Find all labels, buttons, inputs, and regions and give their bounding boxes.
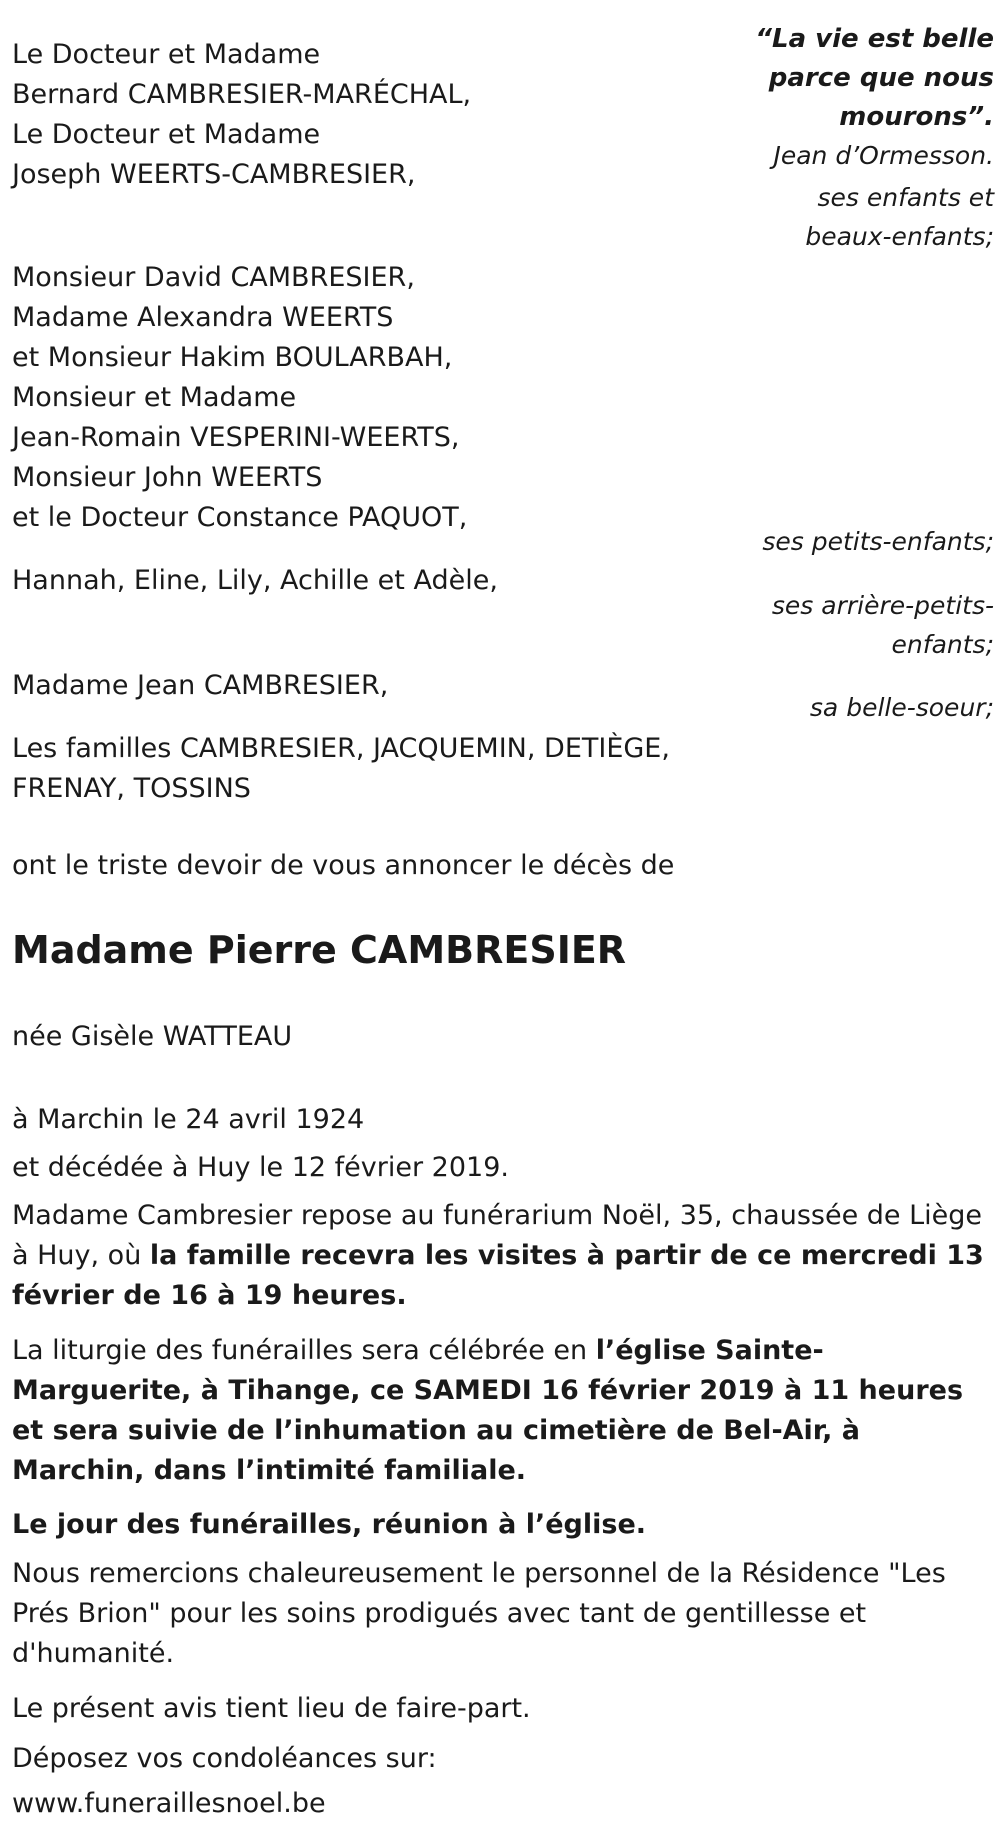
family-line: Joseph WEERTS-CAMBRESIER, — [12, 159, 416, 190]
birth-info: à Marchin le 24 avril 1924 — [12, 1104, 365, 1135]
relation-label: ses petits-enfants; — [762, 527, 994, 556]
quote-line-2: parce que nous — [768, 63, 994, 93]
family-line: Jean-Romain VESPERINI-WEERTS, — [12, 422, 460, 453]
relation-label: beaux-enfants; — [805, 222, 994, 251]
relation-label: ses arrière-petits- — [771, 591, 994, 620]
family-line: Monsieur John WEERTS — [12, 462, 323, 493]
meeting-paragraph — [12, 1505, 997, 1545]
thanks-paragraph: Nous remercions chaleureusement le personnel de la Résidence "Les Prés Brion" pour les soins prodigués avec tant de gentillesse et d'humanité. — [12, 1558, 946, 1669]
liturgy-bold-text: l’église Sainte-Marguerite, à Tihange, ce SAMEDI 16 février 2019 à 11 heures et sera suivie de l’inhumation au cimetière de Bel-Air, à Marchin, dans l’intimité familiale. — [12, 1335, 964, 1486]
family-line: et Monsieur Hakim BOULARBAH, — [12, 342, 453, 373]
family-line: Le Docteur et Madame — [12, 119, 321, 150]
visits-paragraph — [12, 1196, 997, 1316]
family-line: Le Docteur et Madame — [12, 39, 321, 70]
notice-text: Le présent avis tient lieu de faire-part. — [12, 1693, 531, 1724]
maiden-name: née Gisèle WATTEAU — [12, 1021, 293, 1052]
website-link[interactable]: www.funeraillesnoel.be — [12, 1788, 326, 1819]
family-line: FRENAY, TOSSINS — [12, 773, 251, 804]
family-line: et le Docteur Constance PAQUOT, — [12, 502, 468, 533]
family-line: Monsieur et Madame — [12, 382, 297, 413]
family-line: Hannah, Eline, Lily, Achille et Adèle, — [12, 565, 498, 596]
family-line: Les familles CAMBRESIER, JACQUEMIN, DETIÈGE, — [12, 733, 670, 764]
condolences-label: Déposez vos condoléances sur: — [12, 1743, 437, 1774]
family-line: Madame Alexandra WEERTS — [12, 302, 394, 333]
family-line: Bernard CAMBRESIER-MARÉCHAL, — [12, 79, 472, 110]
announcement-text: ont le triste devoir de vous annoncer le décès de — [12, 850, 675, 881]
quote-author: Jean d’Ormesson. — [773, 141, 994, 170]
quote-line-3: mourons”. — [839, 102, 994, 132]
quote-line-1: “La vie est belle — [755, 24, 994, 54]
deceased-name: Madame Pierre CAMBRESIER — [12, 928, 627, 972]
death-info: et décédée à Huy le 12 février 2019. — [12, 1152, 509, 1183]
family-line: Monsieur David CAMBRESIER, — [12, 262, 415, 293]
relation-label: enfants; — [891, 630, 994, 659]
visits-bold-text: la famille recevra les visites à partir de ce mercredi 13 février de 16 à 19 heures. — [12, 1240, 984, 1311]
family-line: Madame Jean CAMBRESIER, — [12, 670, 389, 701]
liturgy-paragraph — [12, 1331, 997, 1491]
relation-label: ses enfants et — [817, 183, 994, 212]
relation-label: sa belle-soeur; — [809, 693, 994, 722]
visits-text: Madame Cambresier repose au funérarium Noël, 35, chaussée de Liège à Huy, où — [12, 1200, 983, 1271]
liturgy-text: La liturgie des funérailles sera célébrée en — [12, 1335, 596, 1366]
meeting-text: Le jour des funérailles, réunion à l’église. — [12, 1509, 647, 1540]
